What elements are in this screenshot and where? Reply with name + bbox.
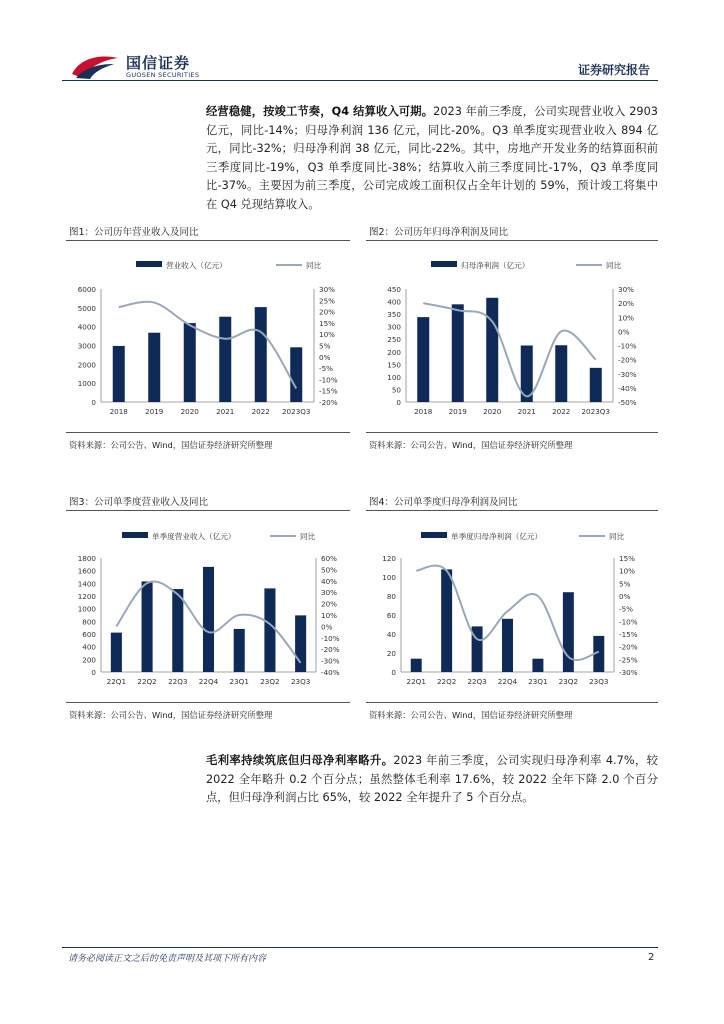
left-tick-label: 100 — [387, 372, 401, 382]
logo-name-cn: 国信证券 — [126, 54, 191, 72]
left-tick-label: 200 — [387, 347, 401, 357]
x-tick-label: 2018 — [109, 407, 128, 416]
bar-22Q3 — [172, 589, 183, 672]
right-tick-label: 0% — [619, 592, 631, 601]
x-tick-label: 22Q4 — [497, 677, 518, 686]
bar-2020 — [184, 323, 196, 402]
bar-2023Q3 — [590, 368, 602, 402]
yoy-line — [423, 303, 596, 396]
x-tick-label: 2023Q3 — [281, 407, 311, 416]
bar-2019 — [452, 304, 464, 402]
bar-2022 — [255, 307, 267, 402]
x-tick-label: 22Q1 — [406, 677, 426, 686]
figure-4-title: 图4：公司单季度归母净利润及同比 — [369, 497, 518, 508]
right-tick-label: -5% — [619, 604, 633, 614]
left-tick-label: 0 — [91, 668, 96, 677]
right-tick-label: 30% — [319, 285, 335, 294]
right-tick-label: -30% — [618, 369, 637, 379]
right-tick-label: -20% — [319, 398, 338, 407]
bar-2022 — [555, 345, 567, 402]
guosen-logo-icon — [70, 52, 122, 80]
right-tick-label: -5% — [319, 364, 333, 374]
right-tick-label: -10% — [619, 617, 638, 627]
right-tick-label: 5% — [619, 579, 631, 589]
figure-1-bottom-rule — [66, 432, 350, 433]
x-tick-label: 2019 — [145, 407, 164, 416]
bar-23Q3 — [295, 615, 306, 672]
report-type-label: 证券研究报告 — [578, 63, 651, 77]
header-divider — [62, 80, 658, 81]
right-tick-label: -20% — [618, 355, 637, 365]
left-tick-label: 300 — [387, 322, 401, 332]
right-tick-label: 0% — [319, 352, 331, 362]
left-tick-label: 2000 — [77, 360, 96, 370]
bar-22Q2 — [142, 581, 153, 672]
right-tick-label: 20% — [319, 307, 335, 317]
paragraph-body: 2023 年前三季度，公司实现归母净利率 4.7%，较 2022 全年略升 0.2 个百分点；虽然整体毛利率 17.6%，较 2022 全年下降 2.0 个百分点，但归母净利润占比 65%，较 2022 全年提升了 5 个百分点。 — [206, 754, 658, 805]
yoy-line — [119, 302, 297, 389]
right-tick-label: 20% — [321, 599, 337, 609]
x-tick-label: 23Q2 — [260, 677, 280, 686]
bar-22Q4 — [203, 567, 214, 672]
x-tick-label: 22Q3 — [467, 677, 487, 686]
left-tick-label: 50 — [391, 385, 401, 395]
left-tick-label: 600 — [82, 630, 96, 639]
legend-bar-label: 归母净利润（亿元） — [461, 261, 530, 270]
x-tick-label: 22Q3 — [168, 677, 188, 686]
bar-23Q1 — [234, 629, 245, 672]
right-tick-label: 15% — [319, 318, 335, 328]
right-tick-label: -10% — [618, 341, 637, 351]
x-tick-label: 23Q3 — [290, 677, 311, 686]
bar-23Q1 — [532, 659, 543, 672]
logo-name-en: GUOSEN SECURITIES — [126, 71, 200, 79]
right-tick-label: -15% — [619, 630, 638, 639]
figure-1-title: 图1：公司历年营业收入及同比 — [69, 227, 199, 238]
figure-3-top-rule — [66, 510, 350, 511]
right-tick-label: -40% — [321, 668, 340, 677]
paragraph-body: 2023 年前三季度，公司实现营业收入 2903 亿元，同比-14%；归母净利润 136 亿元，同比-20%。Q3 单季度实现营业收入 894 亿元，同比-32%；归母净利润 38 亿元，同比-22%。其中，房地产开发业务的结算面积前三季度同比-19%，Q3 单季度同比-38%；结算收入前三季度同比-17%，Q3 单季度同比-37%。主要因为前三季度，公司完成竣工面积仅占全年计划的 59%，预计竣工将集中在 Q4 兑现结算收入。 — [206, 105, 658, 211]
left-tick-label: 400 — [387, 297, 401, 307]
x-tick-label: 23Q3 — [589, 677, 609, 686]
right-tick-label: -30% — [619, 668, 638, 677]
x-tick-label: 23Q1 — [528, 677, 548, 686]
x-tick-label: 22Q4 — [198, 677, 219, 686]
right-tick-label: -30% — [321, 656, 340, 666]
figure-1-top-rule — [66, 240, 350, 241]
figure-4-source: 资料来源：公司公告、Wind，国信证券经济研究所整理 — [369, 710, 573, 720]
left-tick-label: 200 — [82, 655, 96, 665]
paragraph-operations — [206, 103, 658, 215]
x-tick-label: 2018 — [414, 407, 433, 416]
left-tick-label: 1000 — [77, 604, 96, 614]
left-tick-label: 0 — [396, 398, 401, 407]
left-tick-label: 1800 — [77, 554, 96, 563]
x-tick-label: 2021 — [216, 407, 235, 416]
figure-3-title: 图3：公司单季度营业收入及同比 — [69, 497, 209, 508]
left-tick-label: 1400 — [77, 579, 96, 589]
left-tick-label: 60 — [386, 611, 396, 620]
right-tick-label: 40% — [321, 576, 337, 586]
bar-2019 — [148, 333, 160, 402]
legend-bar-swatch — [421, 532, 447, 538]
right-tick-label: 10% — [619, 566, 635, 576]
paragraph-margins — [206, 752, 658, 808]
bar-23Q2 — [264, 588, 275, 672]
figure-2-bottom-rule — [366, 432, 658, 433]
left-tick-label: 80 — [386, 592, 396, 601]
x-tick-label: 2022 — [251, 407, 270, 416]
footer-disclaimer: 请务必阅读正文之后的免责声明及其项下所有内容 — [68, 954, 267, 964]
chart-quarterly-net-profit — [366, 514, 658, 700]
bar-2021 — [219, 317, 231, 402]
right-tick-label: 0% — [618, 327, 630, 337]
left-tick-label: 0 — [391, 668, 396, 677]
left-tick-label: 5000 — [77, 303, 96, 313]
right-tick-label: -10% — [321, 633, 340, 643]
legend-bar-label: 单季度营业收入（亿元） — [152, 532, 236, 541]
legend-line-label: 同比 — [606, 261, 622, 270]
left-tick-label: 3000 — [77, 341, 96, 351]
right-tick-label: -20% — [321, 645, 340, 655]
left-tick-label: 6000 — [77, 285, 96, 294]
left-tick-label: 1000 — [77, 379, 96, 389]
paragraph-lead: 毛利率持续筑底但归母净利率略升。 — [206, 754, 394, 767]
left-tick-label: 0 — [91, 398, 96, 407]
figure-2-top-rule — [366, 240, 658, 241]
figure-4-bottom-rule — [366, 702, 658, 703]
bar-22Q1 — [411, 659, 422, 672]
right-tick-label: 50% — [321, 565, 337, 575]
right-tick-label: 10% — [618, 313, 634, 323]
right-tick-label: -10% — [319, 375, 338, 385]
left-tick-label: 1600 — [77, 566, 96, 576]
left-tick-label: 150 — [387, 360, 401, 370]
left-tick-label: 1200 — [77, 592, 96, 601]
x-tick-label: 2020 — [180, 407, 199, 416]
bar-22Q4 — [502, 619, 513, 672]
bar-22Q1 — [111, 633, 122, 672]
legend-bar-swatch — [136, 261, 162, 267]
x-tick-label: 22Q2 — [436, 677, 457, 686]
figure-4-top-rule — [366, 510, 658, 511]
figure-3-bottom-rule — [66, 702, 350, 703]
x-tick-label: 2020 — [483, 407, 502, 416]
right-tick-label: 10% — [319, 330, 335, 340]
figure-1-source: 资料来源：公司公告、Wind，国信证券经济研究所整理 — [69, 440, 273, 450]
footer-divider — [62, 947, 658, 948]
right-tick-label: -15% — [319, 386, 338, 396]
x-tick-label: 22Q1 — [106, 677, 127, 686]
x-tick-label: 22Q2 — [137, 677, 157, 686]
bar-2023Q3 — [290, 347, 302, 402]
left-tick-label: 40 — [386, 630, 396, 639]
legend-line-label: 同比 — [609, 532, 625, 541]
right-tick-label: 20% — [618, 299, 634, 309]
bar-2018 — [113, 346, 125, 402]
legend-bar-swatch — [122, 532, 148, 538]
chart-annual-revenue — [66, 244, 350, 430]
right-tick-label: 60% — [321, 554, 337, 563]
left-tick-label: 120 — [382, 554, 396, 563]
legend-bar-label: 单季度归母净利润（亿元） — [451, 532, 543, 541]
right-tick-label: 25% — [319, 296, 335, 306]
figure-3-source: 资料来源：公司公告、Wind，国信证券经济研究所整理 — [69, 710, 273, 720]
left-tick-label: 20 — [386, 649, 396, 658]
x-tick-label: 23Q2 — [558, 677, 579, 686]
x-tick-label: 2023Q3 — [581, 407, 611, 416]
right-tick-label: 10% — [321, 611, 337, 620]
right-tick-label: 15% — [619, 554, 635, 563]
bar-2020 — [486, 298, 498, 402]
left-tick-label: 450 — [387, 285, 401, 294]
right-tick-label: 30% — [618, 285, 634, 294]
x-tick-label: 2022 — [552, 407, 571, 416]
paragraph-lead: 经营稳健，按竣工节奏，Q4 结算收入可期。 — [206, 105, 434, 118]
header — [0, 0, 724, 84]
x-tick-label: 2019 — [448, 407, 467, 416]
left-tick-label: 800 — [82, 617, 96, 627]
right-tick-label: 5% — [319, 341, 331, 351]
bar-2018 — [417, 317, 429, 402]
right-tick-label: -50% — [618, 398, 637, 407]
page-number: 2 — [648, 952, 655, 963]
left-tick-label: 4000 — [77, 322, 96, 332]
left-tick-label: 350 — [387, 310, 401, 320]
figure-2-title: 图2：公司历年归母净利润及同比 — [369, 227, 509, 238]
legend-line-label: 同比 — [306, 261, 322, 270]
legend-bar-label: 营业收入（亿元） — [166, 261, 227, 270]
x-tick-label: 2021 — [517, 407, 536, 416]
left-tick-label: 250 — [387, 335, 401, 345]
right-tick-label: -40% — [618, 383, 637, 393]
chart-annual-net-profit — [366, 244, 658, 430]
legend-line-label: 同比 — [300, 532, 316, 541]
x-tick-label: 23Q1 — [229, 677, 249, 686]
left-tick-label: 100 — [382, 573, 396, 582]
bar-22Q2 — [441, 569, 452, 672]
right-tick-label: 0% — [321, 622, 333, 632]
right-tick-label: -25% — [619, 655, 638, 665]
right-tick-label: -20% — [619, 642, 638, 652]
chart-quarterly-revenue — [66, 514, 350, 700]
legend-bar-swatch — [431, 261, 457, 267]
left-tick-label: 400 — [82, 642, 96, 652]
figure-2-source: 资料来源：公司公告、Wind，国信证券经济研究所整理 — [369, 440, 573, 450]
right-tick-label: 30% — [321, 588, 337, 598]
